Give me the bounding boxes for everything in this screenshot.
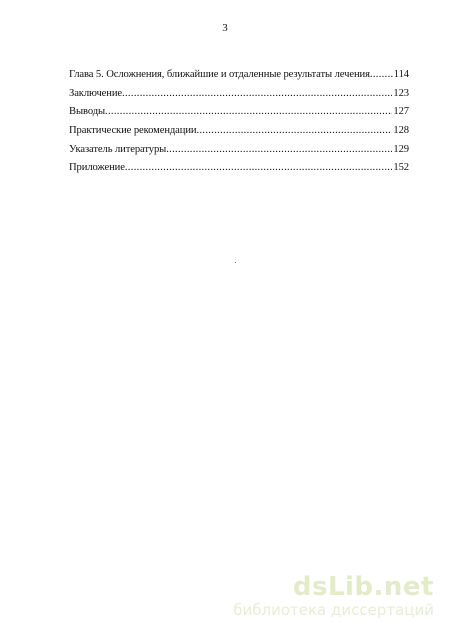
toc-entry-title: Указатель литературы xyxy=(69,143,167,155)
toc-entry-title: Заключение xyxy=(69,87,123,99)
toc-entry-page: 128 xyxy=(393,125,409,137)
toc-entry-recommendations xyxy=(69,125,409,144)
toc-leader-dots xyxy=(166,144,392,155)
toc-entry-bibliography xyxy=(69,144,409,163)
table-of-contents xyxy=(69,69,409,181)
toc-entry-page: 127 xyxy=(393,106,409,118)
watermark-subtitle: библиотека диссертаций xyxy=(233,601,434,619)
page-number: 3 xyxy=(222,22,228,34)
toc-entry-chapter-5 xyxy=(69,69,409,88)
toc-entry-page: 123 xyxy=(393,87,409,99)
toc-entry-appendix xyxy=(69,162,409,181)
toc-leader-dots xyxy=(122,88,392,99)
toc-entry-title: Практические рекомендации xyxy=(69,125,197,137)
toc-entry-page: 114 xyxy=(393,69,409,80)
toc-leader-dots xyxy=(197,125,393,136)
toc-entry-findings xyxy=(69,106,409,125)
toc-leader-dots xyxy=(105,106,392,117)
watermark-logo: dsLib.net xyxy=(292,572,434,602)
watermark xyxy=(233,574,434,618)
toc-entry-title: Приложение xyxy=(69,162,125,174)
toc-entry-page: 152 xyxy=(393,162,409,174)
toc-leader-dots xyxy=(370,69,393,80)
toc-entry-title: Выводы xyxy=(69,106,106,118)
toc-entry-title: Глава 5. Осложнения, ближайшие и отдаленные результаты лечения xyxy=(69,69,370,80)
scan-speck xyxy=(235,262,236,263)
toc-entry-page: 129 xyxy=(393,143,409,155)
toc-leader-dots xyxy=(125,162,393,173)
toc-entry-conclusion xyxy=(69,88,409,107)
